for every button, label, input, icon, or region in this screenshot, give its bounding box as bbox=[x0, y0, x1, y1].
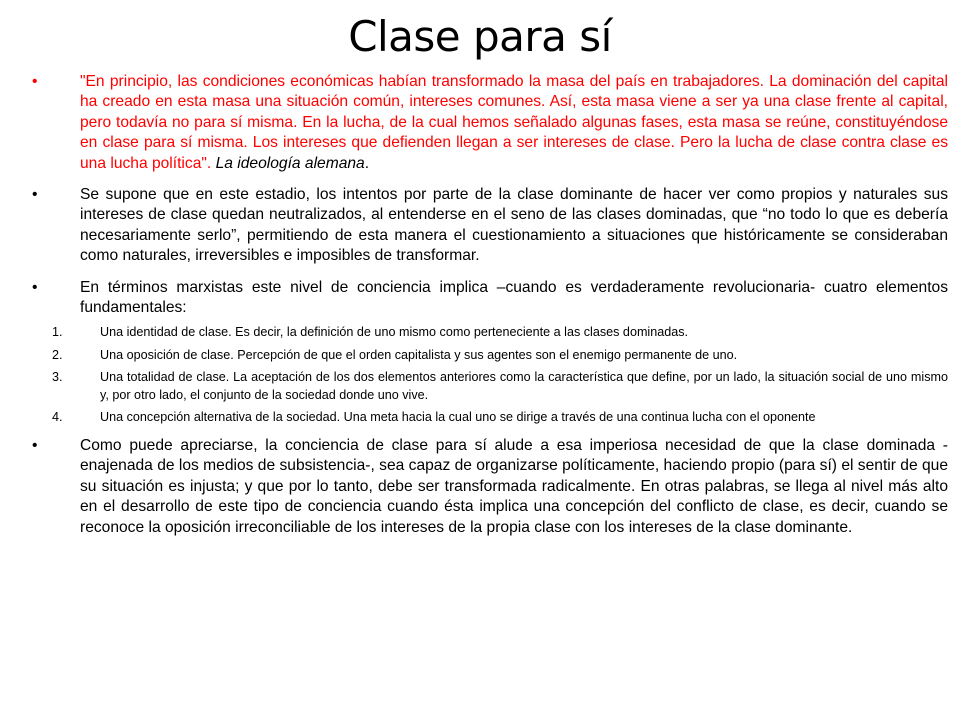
quote-text: "En principio, las condiciones económicas habían transformado la masa del país en trabajadores. La dominación del capital ha creado en esta masa una situación común, intereses comunes. Así, esta masa viene a ser ya una clase frente al capital, pero todavía no para sí misma. En la lucha, de la cual hemos señalado algunas fases, esta masa se reúne, constituyéndose en clase para sí misma. Los intereses que defienden llegan a ser intereses de clase. Pero la lucha de clase contra clase es una lucha política". bbox=[80, 73, 948, 172]
item-number: 3. bbox=[52, 370, 63, 385]
numbered-item-2 bbox=[32, 347, 948, 365]
bullet-conclusion bbox=[32, 436, 948, 538]
numbered-item-4 bbox=[32, 409, 948, 427]
bullet-marker: • bbox=[32, 73, 38, 90]
slide-title: Clase para sí bbox=[348, 12, 612, 61]
item-text: Una concepción alternativa de la sociedad. Una meta hacia la cual uno se dirige a través de una continua lucha con el oponente bbox=[100, 410, 816, 425]
bullet-stage bbox=[32, 185, 948, 267]
item-number: 2. bbox=[52, 347, 63, 362]
numbered-item-3 bbox=[32, 369, 948, 404]
item-text: Una totalidad de clase. La aceptación de los dos elementos anteriores como la característica que define, por un lado, la situación social de uno mismo y, por otro lado, el conjunto de la sociedad donde uno vive. bbox=[100, 370, 948, 402]
bullet-elements-intro bbox=[32, 278, 948, 319]
bullet-marker: • bbox=[32, 436, 38, 454]
item-text: Una oposición de clase. Percepción de que el orden capitalista y sus agentes son el enemigo permanente de uno. bbox=[100, 347, 738, 362]
bullet-text: Como puede apreciarse, la conciencia de clase para sí alude a esa imperiosa necesidad de que la clase dominada -enajenada de los medios de subsistencia-, sea capaz de organizarse políticamente, haciendo propio (para sí) el sentir de que su situación es injusta; y que por lo tanto, debe ser transformada radicalmente. En otras palabras, se llega al nivel más alto en el desarrollo de este tipo de conciencia cuando ésta implica una concepción del conflicto de clase, es decir, cuando se reconoce la oposición irreconciliable de los intereses de la propia clase con los intereses de la clase dominante. bbox=[80, 436, 948, 536]
quote-source-period: . bbox=[364, 154, 370, 172]
bullet-marker: • bbox=[32, 278, 38, 296]
item-number: 4. bbox=[52, 410, 63, 425]
bullet-quote bbox=[32, 72, 948, 174]
numbered-item-1 bbox=[32, 324, 948, 342]
quote-source: La ideología alemana bbox=[215, 154, 365, 172]
bullet-text: En términos marxistas este nivel de conciencia implica –cuando es verdaderamente revolucionaria- cuatro elementos fundamentales: bbox=[80, 278, 948, 317]
item-text: Una identidad de clase. Es decir, la definición de uno mismo como perteneciente a las clases dominadas. bbox=[100, 325, 689, 340]
bullet-marker: • bbox=[32, 186, 38, 204]
item-number: 1. bbox=[52, 325, 63, 340]
bullet-text: Se supone que en este estadio, los intentos por parte de la clase dominante de hacer ver como propios y naturales sus intereses de clase quedan neutralizados, al entenderse en el seno de las clases dominadas, que “no todo lo que es debería necesariamente serlo”, permitiendo de esta manera el cuestionamiento a situaciones que históricamente se consideraban como naturales, irreversibles e imposibles de transformar. bbox=[80, 186, 948, 265]
slide-content bbox=[32, 72, 948, 549]
